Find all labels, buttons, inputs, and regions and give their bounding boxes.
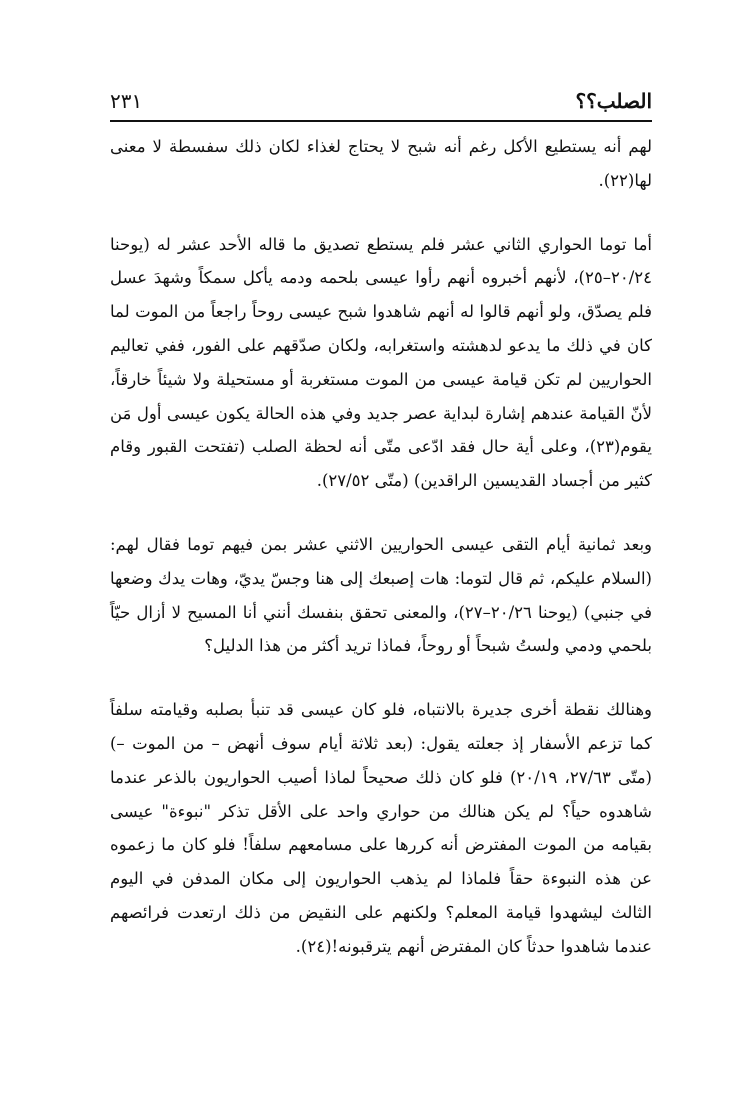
paragraph-eight-days: وبعد ثمانية أيام التقى عيسى الحواريين الاثني عشر بمن فيهم توما فقال لهم: (السلام عليكم، ثم قال لتوما: هات إصبعك إلى هنا وجسّ يديّ، وهات يدك وضعها في جنبي) (يوحنا ٢٠/٢٦–٢٧)، والمعنى تحقق بنفسك أنني أنا المسيح لا أزال حيّاً بلحمي ودمي ولستُ شبحاً أو روحاً، فماذا تريد أكثر من هذا الدليل؟ (110, 534, 652, 656)
paragraph-thomas-doubt: أما توما الحواري الثاني عشر فلم يستطع تصديق ما قاله الأحد عشر له (يوحنا ٢٠/٢٤–٢٥)، لأنهم أخبروه أنهم رأوا عيسى بلحمه ودمه يأكل سمكاً وشهدَ عسل فلم يصدّق، ولو أنهم قالوا له أنهم شاهدوا شبح عيسى روحاً راجعاً من الموت لما كان في ذلك ما يدعو لدهشته واستغرابه، ولكان صدّقهم على الفور، ففي تعاليم الحواريين لم تكن قيامة عيسى من الموت مستغربة أو مستحيلة ولا شيئاً خارقاً، لأنّ القيامة عندهم إشارة لبداية عصر جديد وفي هذه الحالة يكون عيسى أول مَن يقوم(٢٣)، وعلى أية حال فقد ادّعى متّى أنه لحظة الصلب (تفتحت القبور وقام كثير من أجساد القديسين الراقدين) (متّى ٢٧/٥٢). (110, 234, 652, 491)
paragraph-continuation: لهم أنه يستطيع الأكل رغم أنه شبح لا يحتاج لغذاء لكان ذلك سفسطة لا معنى لها(٢٢). (110, 137, 652, 190)
running-title: الصلب؟؟ (575, 89, 652, 113)
page-number: ٢٣١ (110, 89, 143, 113)
page-header (110, 78, 652, 122)
book-page (110, 78, 652, 964)
paragraph-prophecy: وهنالك نقطة أخرى جديرة بالانتباه، فلو كان عيسى قد تنبأ بصلبه وقيامته سلفاً كما تزعم الأسفار إذ جعلته يقول: (بعد ثلاثة أيام سوف أنهض – من الموت –) (متّى ٢٧/٦٣، ٢٠/١٩) فلو كان ذلك صحيحاً لماذا أصيب الحواريون بالذعر عندما شاهدوه حياً؟ لم يكن هنالك من حواري واحد على الأقل تذكر "نبوءة" عيسى بقيامه من الموت المفترض أنه كررها على مسامعهم سلفاً! فلو كان ما زعموه عن هذه النبوءة حقاً فلماذا لم يذهب الحواريون إلى مكان المدفن في اليوم الثالث ليشهدوا قيامة المعلم؟ ولكنهم على النقيض من ذلك ارتعدت فرائصهم عندما شاهدوا حدثاً كان المفترض أنهم يترقبونه!(٢٤). (110, 700, 652, 956)
page-body (110, 130, 652, 964)
